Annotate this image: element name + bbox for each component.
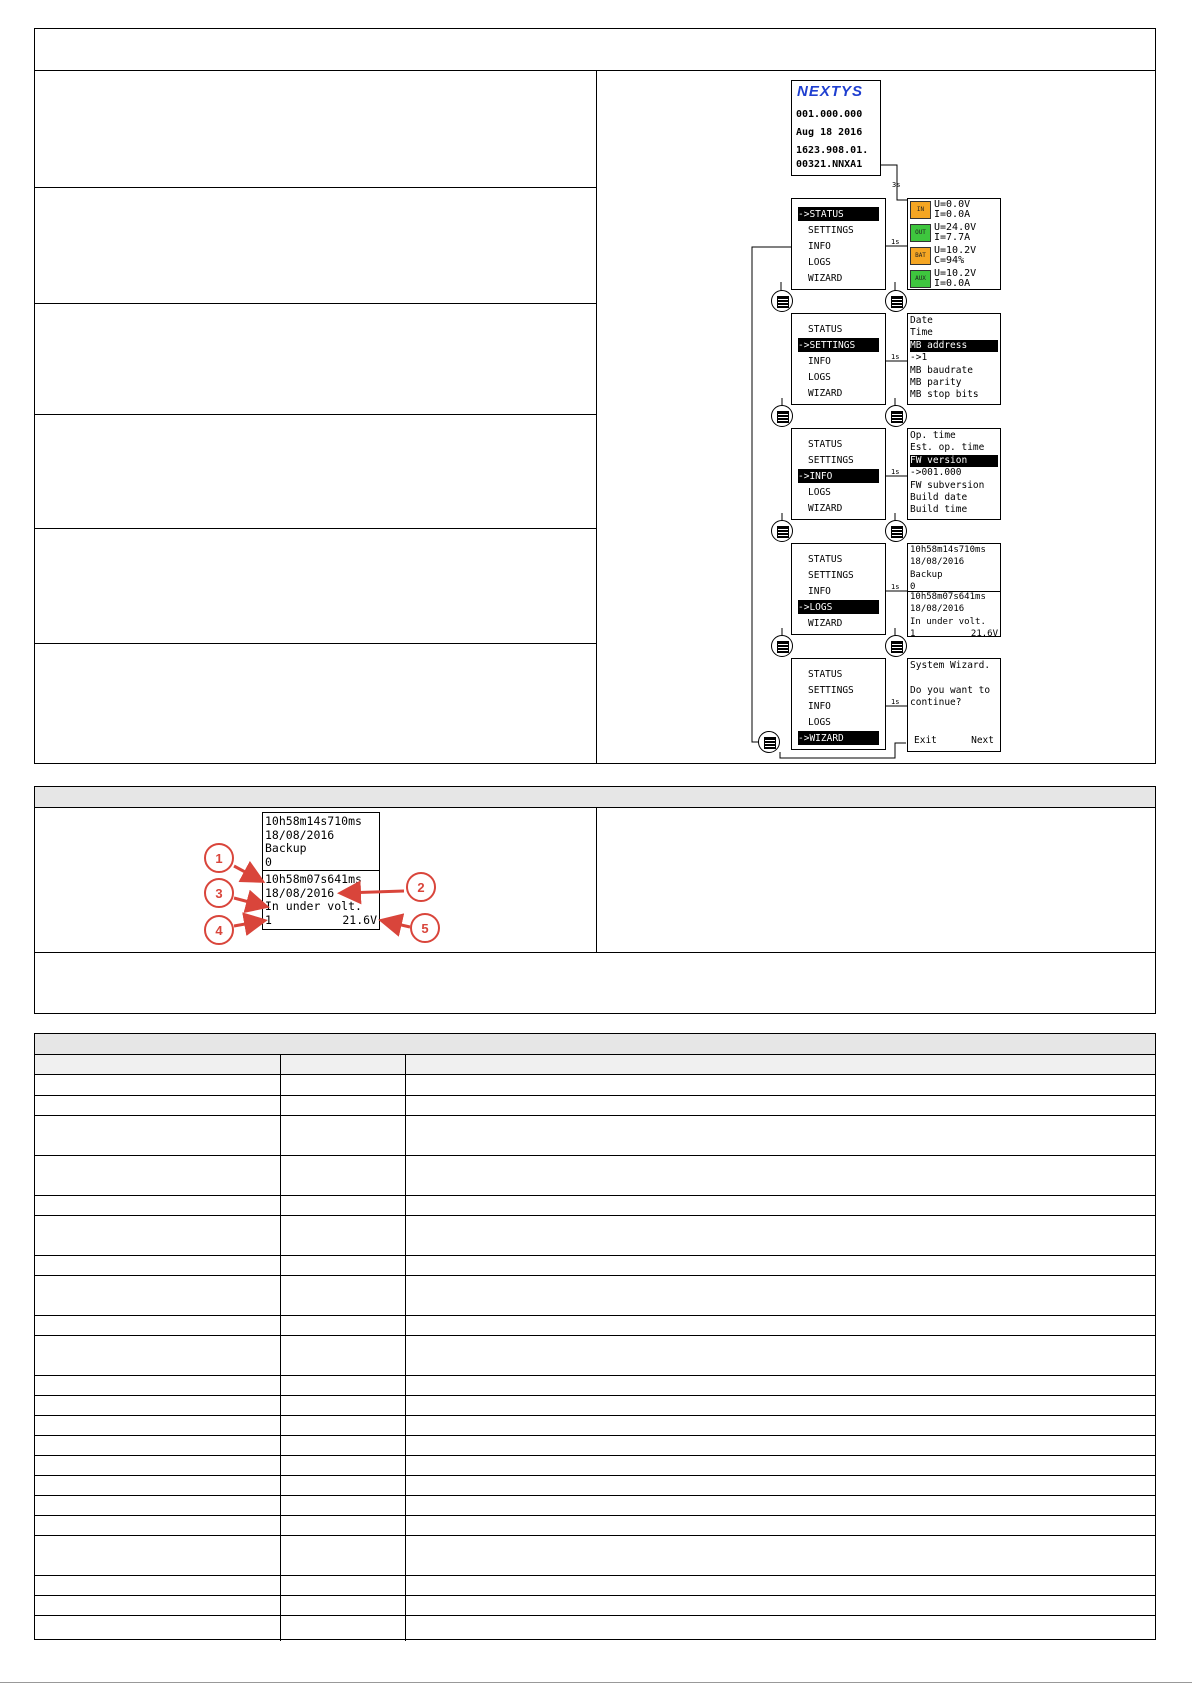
row-divider-2: [34, 303, 596, 304]
log-section-divider: [596, 807, 597, 952]
table-row: [35, 1395, 1155, 1396]
menu-button-icon[interactable]: [771, 405, 793, 427]
splash-screen: [791, 80, 881, 176]
menu-item-wizard[interactable]: WIZARD: [808, 273, 843, 284]
output-current: I=7.7A: [934, 232, 971, 243]
menu-item-status[interactable]: STATUS: [808, 324, 843, 335]
menu-button-icon[interactable]: [885, 405, 907, 427]
log-value: 21.6V: [342, 912, 377, 927]
log-index: 1: [910, 629, 916, 640]
menu-button-icon[interactable]: [758, 731, 780, 753]
menu-item-logs[interactable]: LOGS: [808, 717, 831, 728]
log-date: 18/08/2016: [910, 604, 965, 615]
settings-panel: [907, 313, 1001, 405]
table-row: [35, 1515, 1155, 1516]
log-date: 18/08/2016: [910, 557, 965, 568]
battery-icon: BAT: [910, 247, 931, 265]
log-event: Backup: [265, 841, 307, 855]
menu-item-settings[interactable]: SETTINGS: [808, 570, 854, 581]
log-section-header: [34, 786, 1156, 808]
status-row-out: [908, 222, 1000, 245]
nextys-logo: NEXTYS: [797, 83, 864, 100]
log-detail-divider: [263, 870, 379, 871]
menu-screen-status: [791, 198, 886, 290]
splash-line-1: 001.000.000: [796, 109, 863, 120]
log-date: 18/08/2016: [265, 827, 335, 842]
table-row: [35, 1215, 1155, 1216]
status-row-in: [908, 199, 1000, 222]
menu-item-settings[interactable]: ->SETTINGS: [798, 338, 879, 352]
log-section-row-divider: [34, 952, 1156, 953]
delay-label-wizard: 1s: [891, 698, 900, 706]
event-table: [34, 1033, 1156, 1640]
table-row: [35, 1195, 1155, 1196]
log-time: 10h58m14s710ms: [910, 545, 986, 555]
log-index: 0: [265, 854, 272, 869]
menu-screen-settings: [791, 313, 886, 405]
table-row: [35, 1615, 1155, 1616]
table-row: [35, 1375, 1155, 1376]
info-line[interactable]: Build date: [910, 491, 968, 503]
splash-line-3: 1623.908.01.: [796, 145, 869, 156]
delay-label-logs: 1s: [891, 583, 900, 591]
menu-item-wizard[interactable]: ->WIZARD: [798, 731, 879, 745]
delay-label-status: 1s: [891, 238, 900, 246]
input-current: I=0.0A: [934, 209, 971, 220]
column-divider: [596, 70, 597, 764]
row-divider-3: [34, 414, 596, 415]
settings-line[interactable]: MB baudrate: [910, 364, 973, 376]
table-row: [35, 1255, 1155, 1256]
menu-item-logs[interactable]: LOGS: [808, 257, 831, 268]
menu-button-icon[interactable]: [771, 635, 793, 657]
table-row: [35, 1435, 1155, 1436]
row-divider-5: [34, 643, 596, 644]
settings-line-selected[interactable]: MB address: [910, 340, 998, 352]
splash-line-4: 00321.NNXA1: [796, 159, 863, 170]
settings-value: ->1: [910, 352, 928, 364]
log-index: 0: [910, 582, 916, 593]
log-detail-entry-top: [265, 814, 362, 868]
wizard-next-button[interactable]: Next: [971, 734, 994, 746]
info-panel: [907, 428, 1001, 520]
menu-item-wizard[interactable]: WIZARD: [808, 503, 843, 514]
info-line[interactable]: FW subversion: [910, 479, 985, 491]
table-row: [35, 1315, 1155, 1316]
wizard-panel: [907, 658, 1001, 752]
menu-item-info[interactable]: INFO: [808, 356, 831, 367]
settings-line[interactable]: Date: [910, 315, 933, 326]
menu-screen-info: [791, 428, 886, 520]
table-row: [35, 1335, 1155, 1336]
table-row: [35, 1595, 1155, 1596]
wizard-question-2: continue?: [910, 697, 962, 709]
table-row: [35, 1475, 1155, 1476]
menu-screen-wizard: [791, 658, 886, 750]
delay-label-info: 1s: [891, 468, 900, 476]
log-section-body: [34, 807, 1156, 1014]
log-entry-bottom[interactable]: [910, 592, 998, 640]
callout-5: 5: [410, 913, 440, 943]
menu-button-icon[interactable]: [885, 290, 907, 312]
info-line[interactable]: Build time: [910, 504, 968, 516]
menu-item-status[interactable]: STATUS: [808, 554, 843, 565]
callout-4: 4: [204, 915, 234, 945]
log-event: Backup: [910, 569, 943, 580]
delay-label-settings: 1s: [891, 353, 900, 361]
menu-item-info[interactable]: INFO: [808, 701, 831, 712]
wizard-question-1: Do you want to: [910, 684, 991, 696]
callout-2: 2: [406, 872, 436, 902]
log-time: 10h58m07s641ms: [265, 872, 362, 886]
menu-item-settings[interactable]: SETTINGS: [808, 455, 854, 466]
menu-item-status[interactable]: STATUS: [808, 439, 843, 450]
settings-line[interactable]: Time: [910, 327, 933, 339]
callout-3: 3: [204, 878, 234, 908]
menu-item-logs[interactable]: LOGS: [808, 487, 831, 498]
aux-current: I=0.0A: [934, 278, 971, 289]
table-row: [35, 1095, 1155, 1096]
settings-line[interactable]: MB parity: [910, 376, 962, 388]
log-time: 10h58m14s710ms: [265, 814, 362, 828]
menu-button-icon[interactable]: [885, 520, 907, 542]
battery-capacity: C=94%: [934, 255, 965, 266]
menu-item-info[interactable]: ->INFO: [798, 469, 879, 483]
info-value: ->001.000: [910, 467, 962, 479]
wizard-blank: [910, 672, 998, 684]
table-row: [35, 1495, 1155, 1496]
row-divider-4: [34, 528, 596, 529]
log-date: 18/08/2016: [265, 885, 335, 900]
menu-item-info[interactable]: INFO: [808, 241, 831, 252]
callout-1: 1: [204, 843, 234, 873]
menu-button-icon[interactable]: [771, 290, 793, 312]
table-row: [35, 1415, 1155, 1416]
row-divider-1: [34, 187, 596, 188]
log-detail-entry-bottom: [265, 872, 377, 926]
log-detail-figure: [262, 812, 380, 930]
menu-item-settings[interactable]: SETTINGS: [808, 685, 854, 696]
menu-item-logs[interactable]: ->LOGS: [798, 600, 879, 614]
table-row: [35, 1155, 1155, 1156]
aux-voltage: U=10.2V: [934, 268, 977, 279]
splash-line-2: Aug 18 2016: [796, 127, 863, 138]
menu-item-wizard[interactable]: WIZARD: [808, 618, 843, 629]
wizard-exit-button[interactable]: Exit: [914, 734, 937, 746]
menu-item-status[interactable]: ->STATUS: [798, 207, 879, 221]
table-row: [35, 1455, 1155, 1456]
page-footer-rule: [0, 1682, 1192, 1683]
table-row: [35, 1275, 1155, 1276]
log-event: In under volt.: [910, 616, 986, 627]
wizard-title: System Wizard.: [910, 660, 991, 671]
table-row: [35, 1575, 1155, 1576]
menu-item-status[interactable]: STATUS: [808, 669, 843, 680]
log-entry-top[interactable]: [910, 545, 986, 595]
settings-line[interactable]: MB stop bits: [910, 389, 979, 401]
header-divider: [34, 70, 1156, 71]
status-row-bat: [908, 245, 1000, 268]
menu-screen-logs: [791, 543, 886, 635]
input-voltage: U=0.0V: [934, 199, 971, 210]
splash-delay-label: 3s: [892, 181, 901, 189]
aux-icon: AUX: [910, 270, 931, 288]
status-row-aux: [908, 268, 1000, 290]
log-time: 10h58m07s641ms: [910, 592, 986, 602]
output-icon: OUT: [910, 224, 931, 242]
log-event: In under volt.: [265, 899, 362, 913]
log-value: 21.6V: [970, 629, 998, 640]
menu-button-icon[interactable]: [771, 520, 793, 542]
menu-button-icon[interactable]: [885, 635, 907, 657]
info-line[interactable]: Est. op. time: [910, 442, 985, 454]
table-row: [35, 1115, 1155, 1116]
status-panel: [907, 198, 1001, 290]
menu-item-settings[interactable]: SETTINGS: [808, 225, 854, 236]
menu-item-logs[interactable]: LOGS: [808, 372, 831, 383]
table-row: [35, 1535, 1155, 1536]
log-index: 1: [265, 912, 272, 927]
table-rows: [35, 1034, 1155, 1639]
menu-item-info[interactable]: INFO: [808, 586, 831, 597]
menu-item-wizard[interactable]: WIZARD: [808, 388, 843, 399]
info-line[interactable]: Op. time: [910, 430, 956, 441]
battery-voltage: U=10.2V: [934, 245, 977, 256]
input-icon: IN: [910, 201, 931, 219]
logs-panel: [907, 543, 1001, 640]
output-voltage: U=24.0V: [934, 222, 977, 233]
info-line-selected[interactable]: FW version: [910, 455, 998, 467]
